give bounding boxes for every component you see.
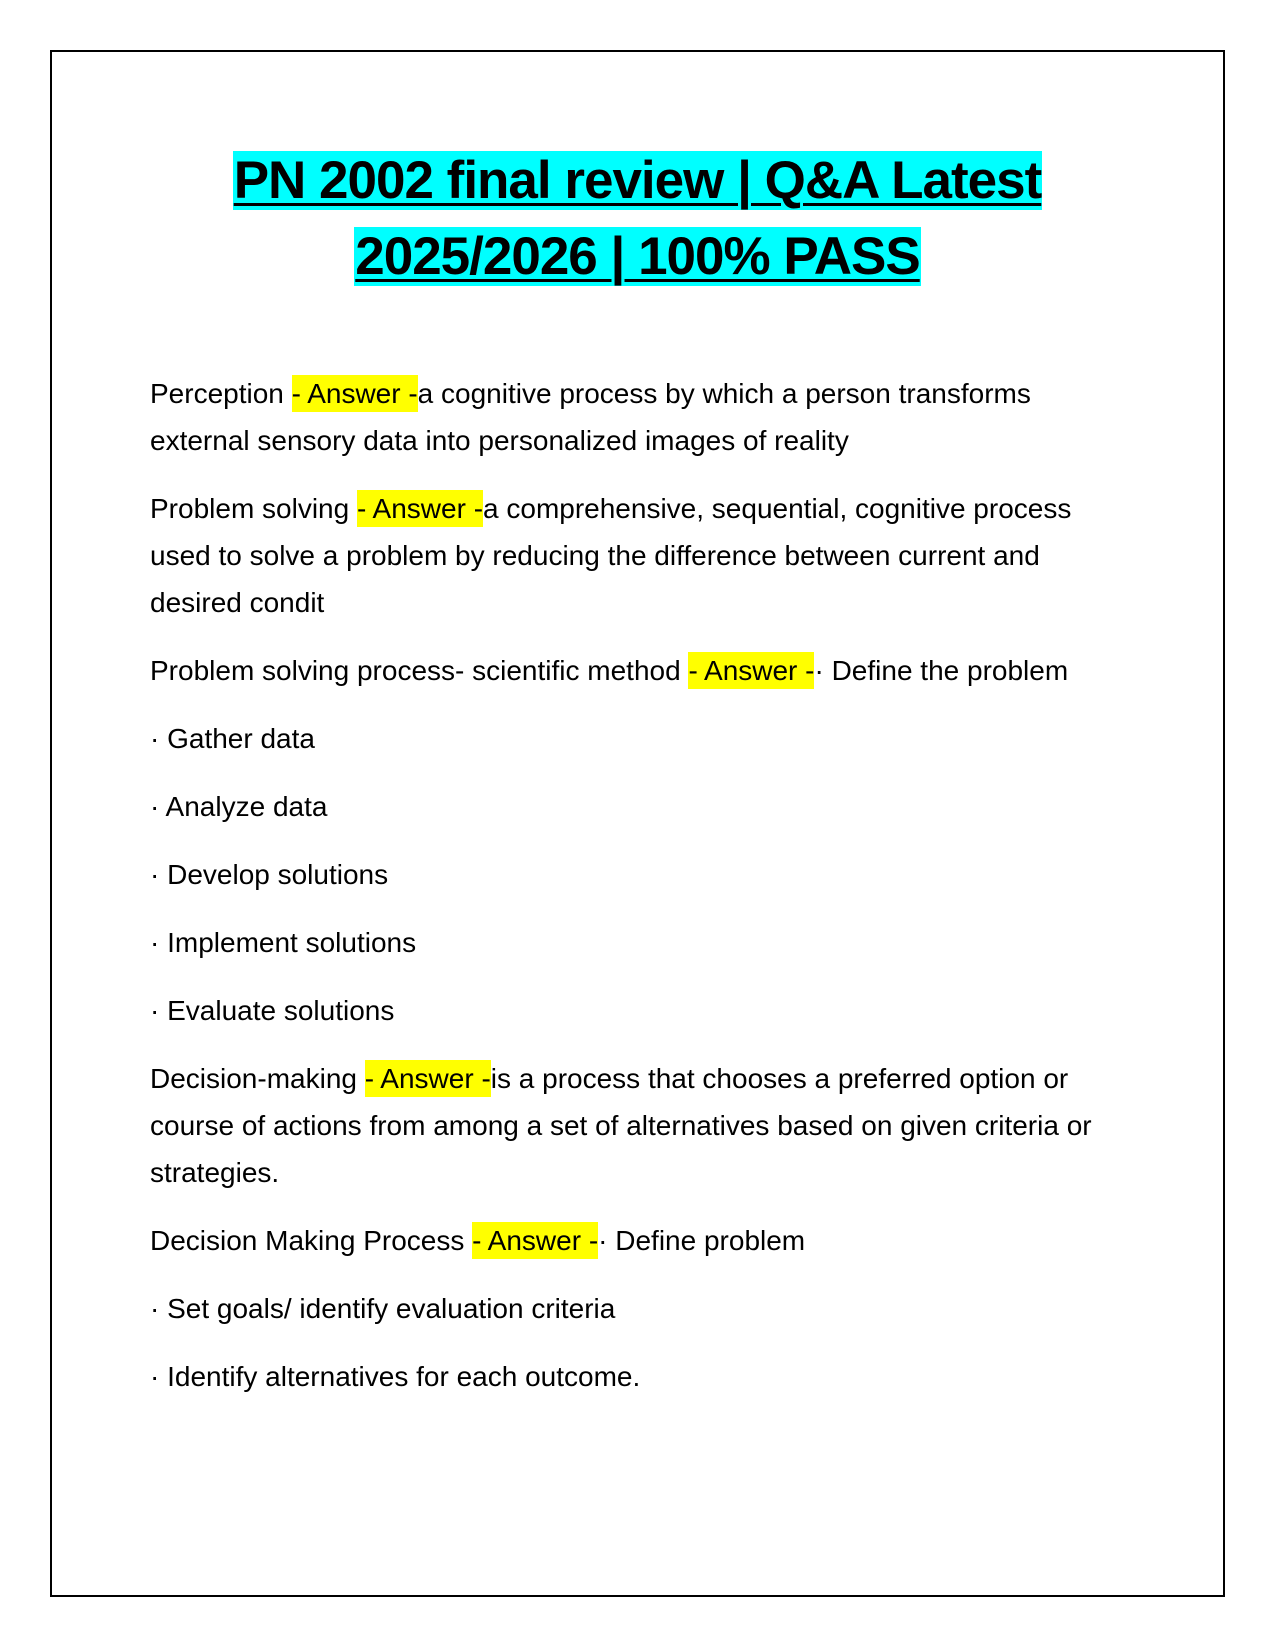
answer-marker: - Answer - [472, 1222, 598, 1259]
entry-term: Problem solving process- scientific method [150, 655, 689, 686]
entry-perception [150, 370, 1130, 464]
list-item: · Implement solutions [150, 927, 417, 958]
entry-scientific-method [150, 647, 1130, 694]
entry-term: Decision-making [150, 1063, 365, 1094]
title-line-2: 2025/2026 | 100% PASS [355, 227, 920, 286]
list-item: · Analyze data [150, 791, 328, 822]
list-item: · Evaluate solutions [150, 995, 395, 1026]
document-body [150, 370, 1130, 1421]
list-item: · Gather data [150, 723, 315, 754]
entry-term: Problem solving [150, 493, 357, 524]
document-title [80, 143, 1195, 295]
entry-decision-making-process [150, 1217, 1130, 1264]
list-item: · Identify alternatives for each outcome. [150, 1361, 641, 1392]
entry-problem-solving [150, 485, 1130, 626]
entry-term: Decision Making Process [150, 1225, 473, 1256]
entry-decision-making [150, 1055, 1130, 1196]
answer-marker: - Answer - [688, 652, 814, 689]
entry-definition: · Define problem [598, 1225, 806, 1256]
entry-term: Perception [150, 378, 292, 409]
answer-marker: - Answer - [357, 490, 483, 527]
entry-definition: · Define the problem [814, 655, 1069, 686]
list-item: · Develop solutions [150, 859, 389, 890]
answer-marker: - Answer - [365, 1060, 491, 1097]
list-item: · Set goals/ identify evaluation criteria [150, 1293, 616, 1324]
entry-definition: a comprehensive, sequential, cognitive process used to solve a problem by reducing the difference between current and desired condit [150, 493, 1072, 618]
answer-marker: - Answer - [292, 375, 418, 412]
entry-definition: a cognitive process by which a person transforms external sensory data into personalized images of reality [150, 378, 1031, 456]
title-line-1: PN 2002 final review | Q&A Latest [233, 151, 1042, 210]
entry-definition: is a process that chooses a preferred option or course of actions from among a set of alternatives based on given criteria or strategies. [150, 1063, 1092, 1188]
